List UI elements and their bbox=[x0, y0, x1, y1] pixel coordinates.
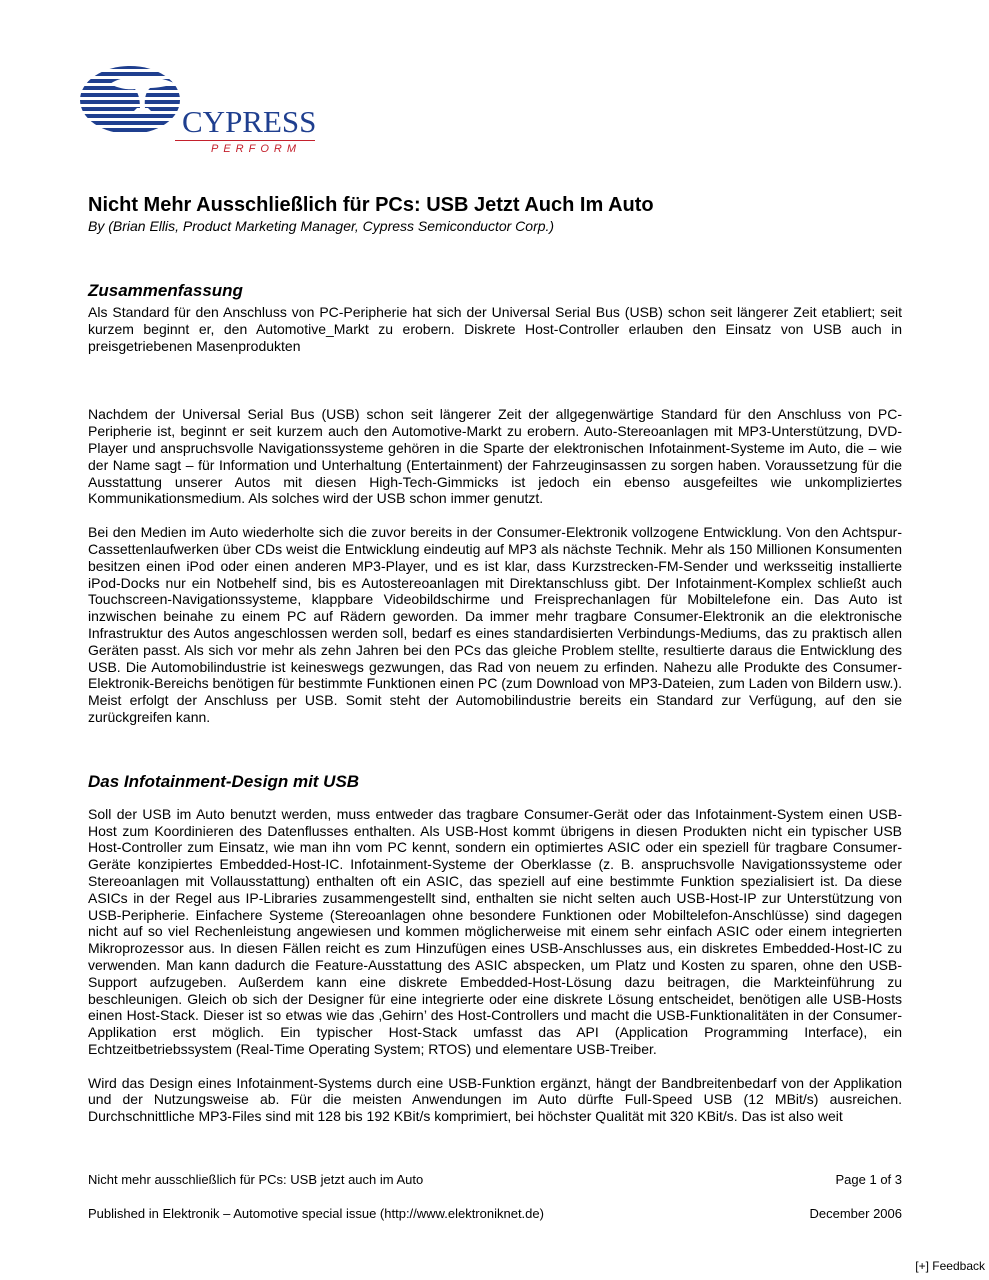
logo-tagline: PERFORM bbox=[211, 143, 301, 155]
logo-divider bbox=[175, 140, 315, 141]
article-byline: By (Brian Ellis, Product Marketing Manager, Cypress Semiconductor Corp.) bbox=[88, 218, 555, 234]
body-paragraph-2: Bei den Medien im Auto wiederholte sich die zuvor bereits in der Consumer-Elektronik vollzogene Entwicklung. Von den Achtspur-Cassettenlaufwerken über CDs weist die Entwicklung eindeutig auf MP3 als nächste Technik. Mehr als 150 Millionen Konsumenten besitzen einen iPod oder einen anderen MP3-Player, und es ist klar, dass Kurzstrecken-FM-Sender und werksseitig installierte iPod-Docks nur ein Notbehelf sind, bis es Autostereoanlagen mit Direktanschluss gibt. Der Infotainment-Komplex schließt auch Touchscreen-Navigationssysteme, klappbare Videobildschirme und Freisprechanlagen für Mobiltelefone ein. Das Auto ist inzwischen beinahe zu einem PC auf Rädern geworden. Da immer mehr tragbare Consumer-Elektronik an die elektronische Infrastruktur des Autos angeschlossen werden soll, bedarf es eines standardisierten Verbindungs-Mediums, das zu praktisch allen Geräten passt. Als sich vor mehr als zehn Jahren bei den PCs das gleiche Problem stellte, resultierte daraus die Entwicklung des USB. Die Automobilindustrie ist keineswegs gezwungen, das Rad von neuem zu erfinden. Nahezu alle Produkte des Consumer-Elektronik-Bereichs benötigen für bestimmte Funktionen einen PC (zum Download von MP3-Dateien, zum Laden von Bildern usw.). Meist erfolgt der Anschluss per USB. Somit steht der Automobilindustrie bereits ein Standard zur Verfügung, auf den sie zurückgreifen kann. bbox=[88, 524, 902, 725]
article bbox=[88, 193, 902, 1125]
footer-date: December 2006 bbox=[809, 1206, 902, 1221]
cypress-tree-globe-icon bbox=[80, 64, 190, 144]
footer-page-number: Page 1 of 3 bbox=[835, 1172, 902, 1187]
summary-paragraph: Als Standard für den Anschluss von PC-Peripherie hat sich der Universal Serial Bus (USB) schon seit längerer Zeit etabliert; seit kurzem beginnt er, den Automotive_Markt zu erobern. Diskrete Host-Controller erlauben den Einsatz von USB auch in preisgetriebenen Masenprodukten bbox=[88, 304, 902, 354]
article-title: Nicht Mehr Ausschließlich für PCs: USB Jetzt Auch Im Auto bbox=[88, 194, 654, 216]
section-heading-infotainment: Das Infotainment-Design mit USB bbox=[88, 771, 360, 791]
footer-published-in: Published in Elektronik – Automotive special issue (http://www.elektroniknet.de) bbox=[88, 1206, 544, 1221]
cypress-logo bbox=[80, 64, 315, 160]
logo-wordmark: CYPRESS bbox=[182, 104, 317, 139]
footer-row-publication bbox=[88, 1206, 902, 1222]
section2-paragraph-2: Wird das Design eines Infotainment-Systems durch eine USB-Funktion ergänzt, hängt der Bandbreitenbedarf von der Applikation und der Nutzungsweise ab. Für die meisten Anwendungen im Auto dürfte Full-Speed USB (12 MBit/s) ausreichen. Durchschnittliche MP3-Files sind mit 128 bis 192 KBit/s komprimiert, bei höchster Qualität mit 320 KBit/s. Das ist also weit bbox=[88, 1074, 902, 1125]
section2-paragraph-1: Soll der USB im Auto benutzt werden, muss entweder das tragbare Consumer-Gerät oder das Infotainment-System einen USB-Host zum Koordinieren des Datenflusses enthalten. Als USB-Host kommt übrigens in diesen Produkten nicht ein typischer USB Host-Controller zum Einsatz, wie man ihn vom PC kennt, sondern ein optimiertes ASIC oder ein speziell für tragbare Consumer-Geräte konzipiertes Embedded-Host-IC. Infotainment-Systeme der Oberklasse (z. B. anspruchsvolle Navigationssysteme oder Stereoanlagen mit Vollausstattung) enthalten oft ein ASIC, das speziell auf eine bestimmte Funktion spezialisiert ist. Da diese ASICs in der Regel aus IP-Libraries zusammengestellt sind, enthalten sie nicht selten auch USB-Host-IP zur Unterstützung von USB-Peripherie. Einfachere Systeme (Stereoanlagen ohne besondere Funktionen oder Mobiltelefon-Anschlüsse) sind dagegen nicht auf so viel Rechenleistung angewiesen und kommen möglicherweise mit einem sehr einfach ASIC oder einem integrierten Mikroprozessor aus. In diesen Fällen reicht es zum Hinzufügen eines USB-Anschlusses aus, ein diskretes Embedded-Host-IC zu verwenden. Man kann dadurch die Feature-Ausstattung des ASIC abspecken, um Platz und Kosten zu sparen, ohne den USB-Support aufzugeben. Außerdem kann eine diskrete Embedded-Host-Lösung dazu beitragen, die Markteinführung zu beschleunigen. Gleich ob sich der Designer für eine integrierte oder eine diskrete Lösung entscheidet, benötigen alle USB-Hosts einen Host-Stack. Dieser ist so etwas wie das ‚Gehirn’ des Host-Controllers und macht die USB-Funktionalitäten in der Consumer-Applikation erst möglich. Ein typischer Host-Stack umfasst das API (Application Programming Interface), ein Echtzeitbetriebssystem (Real-Time Operating System; RTOS) und elementare USB-Treiber. bbox=[88, 805, 902, 1057]
footer-row-title bbox=[88, 1172, 902, 1188]
feedback-link[interactable]: [+] Feedback bbox=[915, 1259, 985, 1273]
footer-running-title: Nicht mehr ausschließlich für PCs: USB jetzt auch im Auto bbox=[88, 1172, 424, 1187]
section-heading-summary: Zusammenfassung bbox=[88, 281, 243, 300]
body-paragraph-1: Nachdem der Universal Serial Bus (USB) schon seit längerer Zeit der allgegenwärtige Standard für den Anschluss von PC-Peripherie ist, beginnt er seit kurzem auch den Automotive-Markt zu erobern. Auto-Stereoanlagen mit MP3-Unterstützung, DVD-Player und anspruchsvolle Navigationssysteme gehören in die Sparte der elektronischen Infotainment-Systeme im Auto, die – wie der Name sagt – für Information und Unterhaltung (Entertainment) der Fahrzeuginsassen zu sorgen haben. Voraussetzung für die Ausstattung unserer Autos mit diesen High-Tech-Gimmicks ist jedoch ein ebenso ausgefeiltes wie unkompliziertes Kommunikationsmedium. Als solches wird der USB schon immer genutzt. bbox=[88, 406, 902, 507]
